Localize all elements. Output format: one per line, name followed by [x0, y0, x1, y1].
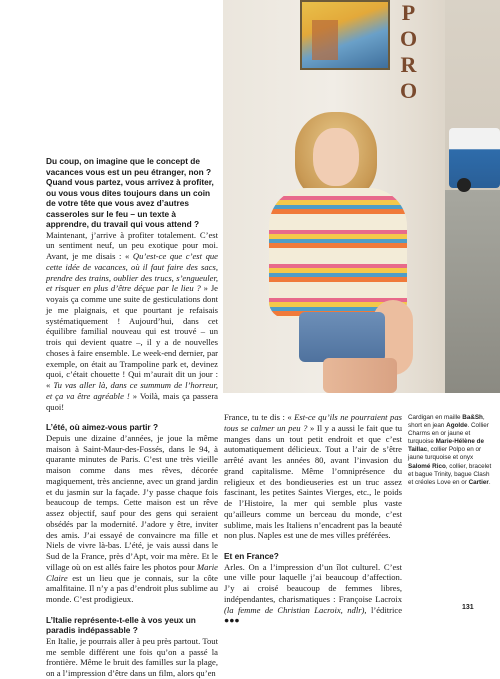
credit-brand-5: Cartier: [468, 478, 489, 486]
page-number: 131: [462, 604, 474, 611]
answer-5-part-a: Arles. On a l’impression d’un îlot culturel. C’est une ville pour laquelle j’ai beaucoup d’affection. J’y ai croisé beaucoup de femmes libres, indépendantes, charismatiques : Françoise Lacroix: [224, 561, 402, 604]
credit-brand-1: Ba&Sh: [462, 414, 483, 421]
credit-text-4: , collier Polpo en or jaune turquoise et onyx: [408, 446, 482, 462]
model-cardigan: [269, 188, 407, 318]
cover-photo: [223, 0, 500, 393]
answer-paragraph-5: [224, 562, 402, 627]
question-france: Et en France?: [224, 551, 279, 561]
wall-sign: [394, 0, 422, 104]
question-summer: L’été, où aimez-vous partir ?: [46, 422, 159, 433]
answer-5-note: (la femme de Christian Lacroix, ndlr): [224, 604, 365, 615]
model-legs: [323, 358, 397, 393]
background-ground: [445, 190, 500, 393]
credit-text-3: . Collier Charms en or jaune et turquoise: [408, 422, 489, 446]
answer-paragraph-1: [46, 230, 218, 413]
wall-painting: [300, 0, 390, 70]
answer-4-quote: Est-ce qu’ils ne pourraient pas tous se calmer un peu ?: [224, 412, 402, 433]
credit-text-2: , short en jean: [408, 414, 485, 430]
lede-question: Du coup, on imagine que le concept de vacances vous est un peu étranger, non ? Quand vous partez, vous arrivez à profiter, ou vous vous dites toujours dans un coin de votre tête que vous avez d’autres casseroles sur le feu – un texte à apprendre, du travail qui vous attend ?: [46, 156, 214, 229]
article-column-2: [224, 412, 402, 626]
answer-1-part-c: » Voilà, mais ça passera quoi!: [46, 390, 219, 412]
credit-text-5: , collier, bracelet et bague Trinity, bague Clash et créoles Love en or: [408, 462, 492, 486]
answer-paragraph-4: [224, 412, 402, 541]
credit-brand-4: Salomé Rico: [408, 462, 446, 470]
question-italy: L’Italie représente-t-elle à vos yeux un paradis indépassable ?: [46, 614, 196, 636]
model-shorts: [299, 312, 385, 362]
answer-5-part-b: , l’éditrice ●●●: [224, 604, 403, 626]
background-truck: [449, 128, 500, 188]
answer-1-quote-1: Qu’est-ce que c’est que cette idée de vacances, où il faut faire des sacs, prendre des trains, oublier des trucs, s’engueuler, et risquer en plus d’être déçue par le lieu ?: [46, 251, 218, 294]
answer-2-magazine: Marie Claire: [46, 561, 218, 583]
answer-paragraph-3: En Italie, je pourrais aller à peu près partout. Tout me semble différent une fois qu’on a passé la frontière. Même le bruit des familles sur la plage, on a l’impression d’être dans un film, alors qu’en: [46, 635, 218, 678]
answer-1-part-a: Maintenant, j’arrive à profiter totalement. C’est un sentiment neuf, un peu exotique pour moi. Avant, je me disais : «: [46, 229, 218, 261]
answer-2-part-a: Depuis une dizaine d’années, je joue la même maison à Saint-Maur-des-Fossés, dans le 94, à quarante minutes de Paris. C’est une très vieille maison comme dans mes rêves, décorée magiquement, très ancienne, avec un grand jardin et du jasmin sur la façade. J’y passe chaque fois beaucoup de temps. Cette maison est un rêve assez objectif, sauf pour des gens qui seraient obsédés par la modernité. J’adore y être, inviter des amis. J’ai essayé de convaincre ma fille et Niels de vivre là-bas. L’été, je vais aussi dans le Sud de la France, près d’Apt, voir ma mère. Et le village où on est allés faire les photos pour: [46, 432, 218, 572]
answer-1-quote-2: Tu vas aller là, dans ce summum de l’horreur, et ça va être agréable !: [46, 380, 218, 401]
answer-paragraph-2: [46, 433, 218, 605]
answer-4-part-b: » Il y a aussi le fait que tu manges dans un tout petit endroit et que c’est automatiquement délicieux. Tout a l’air de s’être arrêté avant les années 80, avant l’invasion du grand capitalisme. Même l’omniprésence du religieux et des bondieuseries est un truc assez fascinant, les petites Saintes Vierges, etc., le poids de l’Histoire, la mer qui semble plus vaste qu’ailleurs comme un berceau du monde, c’est sublime, mais les Italiens n’encadrent pas la beauté non plus. Naples est une de mes villes préférées.: [224, 422, 402, 541]
credit-text-1: Cardigan en maille: [408, 414, 463, 421]
answer-2-part-b: est un lieu que je connais, sur la côte amalfitaine. Il n’y a pas d’endroit plus sublime au monde. C’est prodigieux.: [46, 572, 218, 604]
model-face: [313, 128, 359, 186]
credit-text-6: .: [488, 478, 491, 486]
wall-sign-text: PORO: [396, 0, 421, 104]
answer-4-part-a: France, tu te dis : «: [224, 412, 295, 422]
credit-brand-3: Marie-Hélène de Taillac: [408, 438, 484, 454]
credit-brand-2: Agolde: [446, 422, 468, 430]
article-column-1: [46, 156, 218, 679]
fashion-credit: [408, 414, 494, 487]
answer-1-part-b: » Je voyais ça comme une suite de gesticulations dont je me plaignais, et que pourtant je refaisais systématiquement ! Aujourd’hui, dans cet équilibre familial nouveau qui est trouvé – un trois qui devient quatre –, il y a de nouvelles choses à faire ensemble. Le week-end dernier, par exemple, on était au Trampoline park et, devinez quoi, c’était chouette ! Qui m’aurait dit un jour : «: [46, 283, 218, 390]
